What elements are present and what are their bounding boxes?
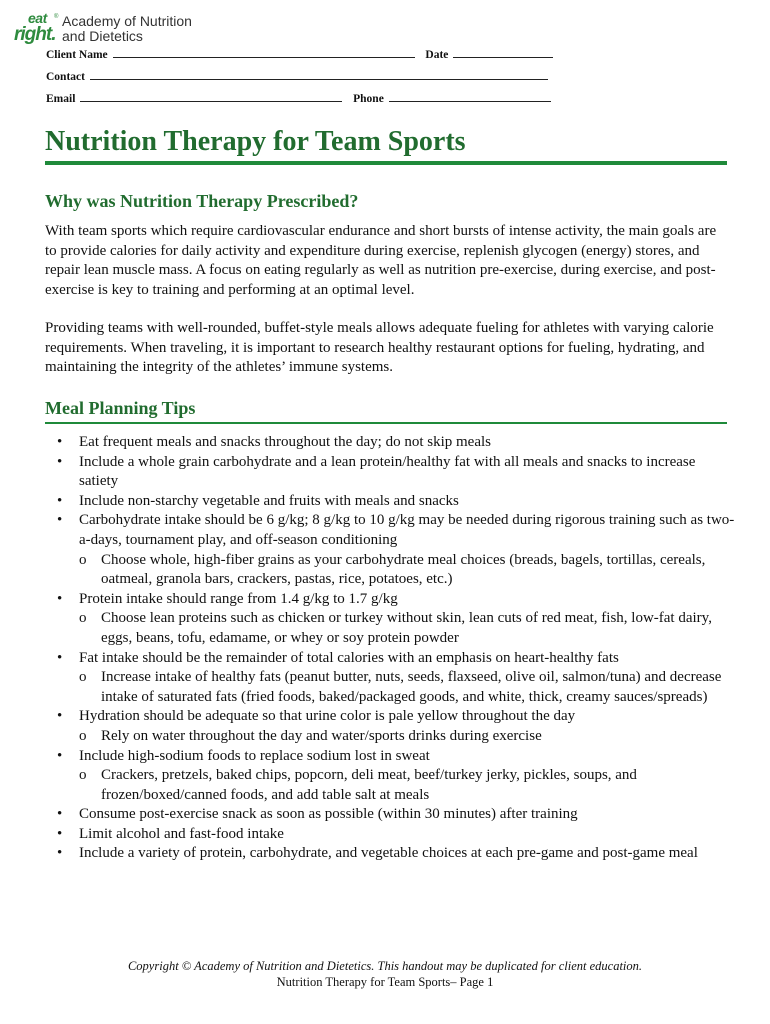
tip-sublist [79, 551, 735, 590]
tip-text: Fat intake should be the remainder of total calories with an emphasis on heart-healthy fats [79, 649, 619, 666]
tip-sublist [79, 668, 735, 707]
eatright-logo [14, 12, 214, 48]
organization-name [62, 14, 192, 44]
tips-divider [45, 422, 727, 424]
why-paragraph-2: Providing teams with well-rounded, buffet-style meals allows adequate fueling for athletes with varying calorie requirements. When traveling, it is important to research healthy restaurant options for fueling, hydrating, and maintaining the integrity of the athletes’ immune systems. [45, 320, 714, 375]
contact-label: Contact [46, 71, 85, 83]
date-label: Date [425, 49, 449, 61]
tip-item [45, 747, 735, 806]
why-paragraph-1: With team sports which require cardiovascular endurance and short bursts of intense activity, the main goals are to provide calories for daily activity and expenditure during exercise, replenish glycogen (energy) stores, and repair lean muscle mass. A focus on eating regularly as well as nutrition pre-exercise, during exercise, and post-exercise is key to training and performing at an optimal level. [45, 223, 717, 298]
tip-subitem: o Crackers, pretzels, baked chips, popcorn, deli meat, beef/turkey jerky, pickles, soups, and frozen/boxed/canned foods, and add table salt at meals [79, 766, 735, 805]
tip-sublist [79, 727, 735, 747]
client-name-label: Client Name [46, 49, 108, 61]
tip-subitem: o Rely on water throughout the day and water/sports drinks during exercise [79, 727, 735, 747]
contact-row [46, 69, 556, 83]
tip-text: Include high-sodium foods to replace sodium lost in sweat [79, 747, 430, 764]
tip-item [45, 492, 735, 512]
tip-text: Consume post-exercise snack as soon as possible (within 30 minutes) after training [79, 806, 578, 823]
logo-trademark: ® [54, 14, 59, 20]
tip-text: Include non-starchy vegetable and fruits with meals and snacks [79, 492, 459, 509]
tip-sublist [79, 609, 735, 648]
tips-heading: Meal Planning Tips [45, 398, 196, 418]
tip-item [45, 590, 735, 649]
email-label: Email [46, 93, 76, 105]
tip-subitem: o Increase intake of healthy fats (peanut butter, nuts, seeds, flaxseed, olive oil, salmon/tuna) and decrease intake of saturated fats (fried foods, baked/packaged goods, and white, thick, creamy sauces/spreads) [79, 668, 735, 707]
date-field[interactable] [453, 47, 553, 58]
phone-label: Phone [353, 93, 384, 105]
tip-text: Hydration should be adequate so that urine color is pale yellow throughout the day [79, 708, 576, 725]
tip-item [45, 433, 735, 453]
email-field[interactable] [80, 91, 342, 102]
client-name-row [46, 47, 561, 61]
phone-field[interactable] [389, 91, 551, 102]
logo-eat-text: eat [28, 10, 47, 26]
tip-item [45, 707, 735, 746]
tip-subitem: o Choose lean proteins such as chicken or turkey without skin, lean cuts of red meat, fish, low-fat dairy, eggs, beans, tofu, edamame, or whey or soy protein powder [79, 609, 735, 648]
tip-text: Carbohydrate intake should be 6 g/kg; 8 g/kg to 10 g/kg may be needed during rigorous training such as two-a-days, tournament play, and off-season conditioning [79, 512, 735, 548]
page-title: Nutrition Therapy for Team Sports [45, 126, 466, 157]
organization-name-line1: Academy of Nutrition [62, 13, 192, 29]
title-divider [45, 161, 727, 165]
tip-item [45, 649, 735, 708]
copyright-notice: Copyright © Academy of Nutrition and Dietetics. This handout may be duplicated for client education. [127, 959, 643, 973]
tip-text: Limit alcohol and fast-food intake [79, 825, 284, 842]
organization-name-line2: and Dietetics [62, 28, 143, 44]
why-heading: Why was Nutrition Therapy Prescribed? [45, 191, 359, 211]
page-number: Nutrition Therapy for Team Sports– Page 1 [276, 975, 494, 989]
tip-text: Include a whole grain carbohydrate and a lean protein/healthy fat with all meals and snacks to increase satiety [79, 453, 696, 490]
tip-item [45, 844, 735, 864]
tip-item [45, 805, 735, 825]
logo-right-text: right. [14, 24, 56, 45]
email-phone-row [46, 91, 559, 105]
tip-text: Include a variety of protein, carbohydrate, and vegetable choices at each pre-game and post-game meal [79, 845, 698, 862]
tip-text: Protein intake should range from 1.4 g/kg to 1.7 g/kg [79, 590, 398, 607]
page-footer [0, 958, 770, 990]
tip-item [45, 453, 735, 492]
tip-subitem: o Choose whole, high-fiber grains as your carbohydrate meal choices (breads, bagels, tortillas, cereals, oatmeal, granola bars, crackers, pastas, rice, potatoes, etc.) [79, 551, 735, 590]
client-name-field[interactable] [113, 47, 415, 58]
tips-list [45, 433, 735, 864]
tip-sublist [79, 766, 735, 805]
tip-text: Eat frequent meals and snacks throughout the day; do not skip meals [79, 434, 491, 450]
tip-item [45, 511, 735, 589]
eatright-logo-mark [14, 12, 60, 46]
contact-field[interactable] [90, 69, 548, 80]
tip-item [45, 825, 735, 845]
